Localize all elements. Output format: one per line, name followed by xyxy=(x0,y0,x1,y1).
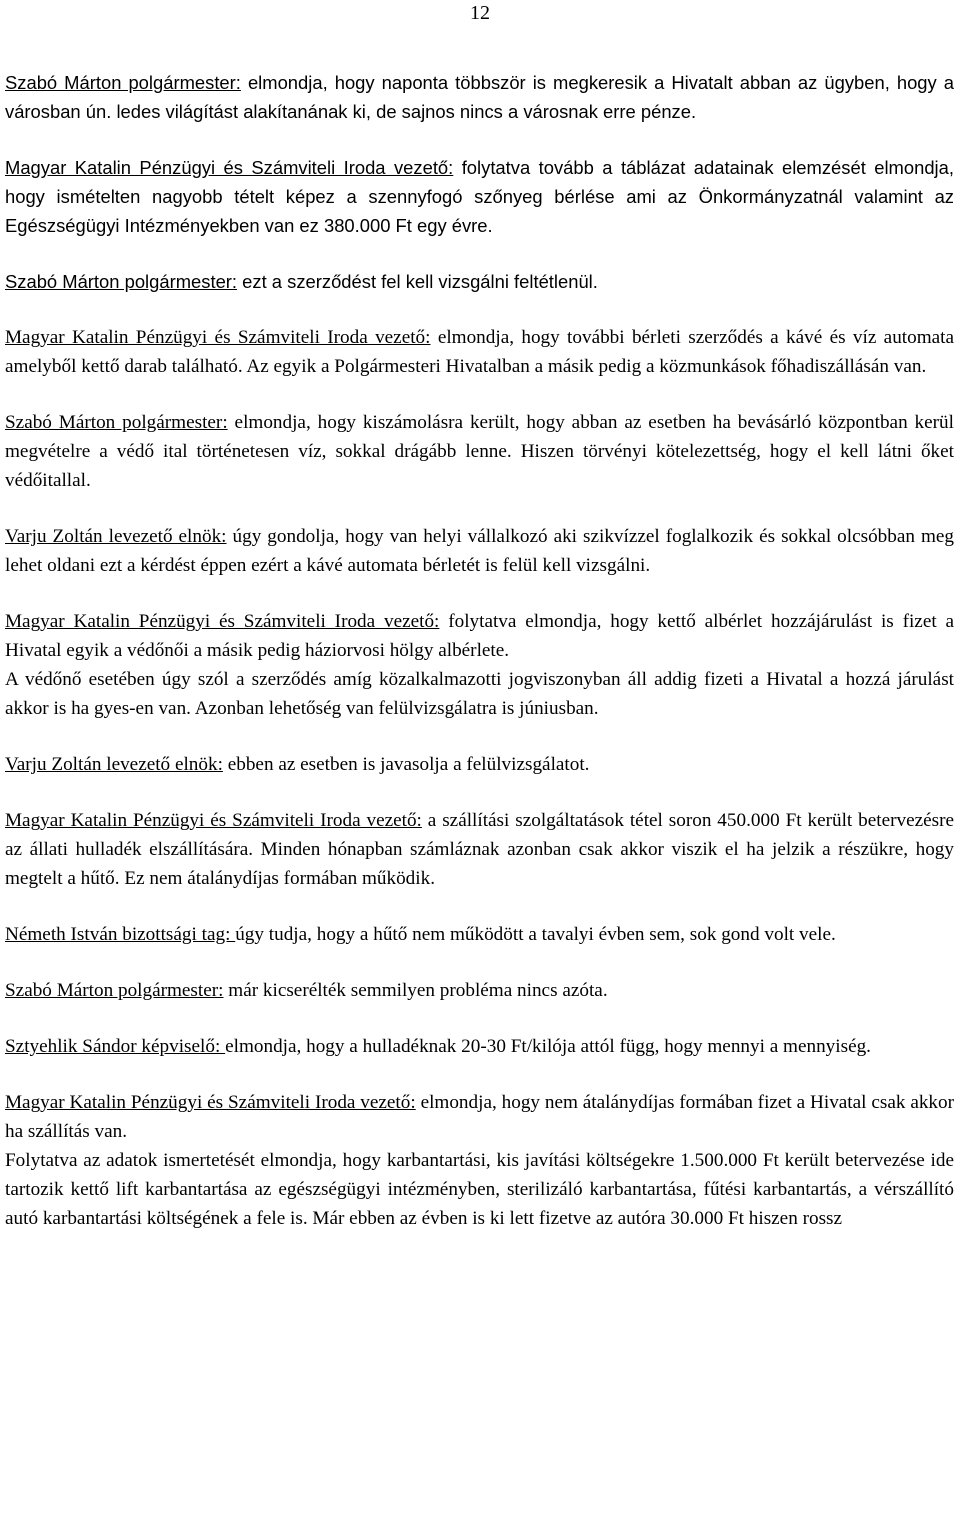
paragraph-text: elmondja, hogy naponta többször is megkeresik a Hivatalt abban az ügyben, hogy a városban ún. ledes világítást alakítanának ki, de sajnos nincs a városnak erre pénze. xyxy=(5,72,954,122)
paragraph-8 xyxy=(5,665,954,723)
speaker-name: Varju Zoltán levezető elnök: xyxy=(5,754,223,775)
paragraph-5 xyxy=(5,408,954,495)
paragraph-text: már kicserélték semmilyen probléma nincs azóta. xyxy=(223,980,608,1001)
paragraph-3 xyxy=(5,267,954,296)
paragraph-7 xyxy=(5,607,954,665)
speaker-name: Magyar Katalin Pénzügyi és Számviteli Iroda vezető: xyxy=(5,810,422,831)
document-body xyxy=(5,68,954,1233)
speaker-name: Szabó Márton polgármester: xyxy=(5,271,238,292)
paragraph-1 xyxy=(5,68,954,126)
speaker-name: Magyar Katalin Pénzügyi és Számviteli Iroda vezető: xyxy=(5,611,440,632)
speaker-name: Szabó Márton polgármester: xyxy=(5,412,228,433)
speaker-name: Szabó Márton polgármester: xyxy=(5,72,241,93)
speaker-name: Németh István bizottsági tag: xyxy=(5,924,236,945)
paragraph-text: folytatva tovább a táblázat adatainak elemzését elmondja, hogy ismételten nagyobb tételt képez a szennyfogó szőnyeg bérlése ami az Önkormányzatnál valamint az Egészségügyi Intézményekben van ez 380.000 Ft egy évre. xyxy=(5,157,954,236)
paragraph-10 xyxy=(5,806,954,893)
paragraph-text: folytatva elmondja, hogy kettő albérlet hozzájárulást is fizet a Hivatal egyik a védőnői a másik pedig háziorvosi hölgy albérlete. xyxy=(5,611,955,661)
paragraph-6 xyxy=(5,522,954,580)
paragraph-11 xyxy=(5,920,954,949)
paragraph-text: Folytatva az adatok ismertetését elmondja, hogy karbantartási, kis javítási költségekre 1.500.000 Ft került betervezése ide tartozik kettő lift karbantartása az egészségügyi intézményben, sterilizáló karbantartása, fűtési karbantartás, a vérszállító autó karbantartási költségének a fele is. Már ebben az évben is ki lett fizetve az autóra 30.000 Ft hiszen rossz xyxy=(5,1150,954,1229)
paragraph-text: A védőnő esetében úgy szól a szerződés amíg közalkalmazotti jogviszonyban áll addig fizeti a Hivatal a hozzá járulást akkor is ha gyes-en van. Azonban lehetőség van felülvizsgálatra is júniusban. xyxy=(5,669,954,719)
paragraph-13 xyxy=(5,1032,954,1061)
paragraph-2 xyxy=(5,153,954,240)
speaker-name: Varju Zoltán levezető elnök: xyxy=(5,526,227,547)
speaker-name: Magyar Katalin Pénzügyi és Számviteli Iroda vezető: xyxy=(5,157,454,178)
paragraph-text: úgy tudja, hogy a hűtő nem működött a tavalyi évben sem, sok gond volt vele. xyxy=(235,924,836,945)
paragraph-text: elmondja, hogy nem átalánydíjas formában fizet a Hivatal csak akkor ha szállítás van. xyxy=(5,1092,955,1142)
paragraph-text: a szállítási szolgáltatások tétel soron 450.000 Ft került betervezésre az állati hulladék elszállítására. Minden hónapban számláznak azonban csak akkor viszik el ha jelzik a részükre, hogy megtelt a hűtő. Ez nem átalánydíjas formában működik. xyxy=(5,810,954,889)
speaker-name: Magyar Katalin Pénzügyi és Számviteli Iroda vezető: xyxy=(5,1092,416,1113)
paragraph-text: ebben az esetben is javasolja a felülvizsgálatot. xyxy=(222,754,590,775)
page-number: 12 xyxy=(470,2,490,24)
paragraph-9 xyxy=(5,750,954,779)
paragraph-14 xyxy=(5,1088,954,1146)
paragraph-12 xyxy=(5,976,954,1005)
speaker-name: Szabó Márton polgármester: xyxy=(5,980,224,1001)
paragraph-4 xyxy=(5,323,954,381)
paragraph-text: elmondja, hogy a hulladéknak 20-30 Ft/kilója attól függ, hogy mennyi a mennyiség. xyxy=(225,1036,871,1057)
speaker-name: Sztyehlik Sándor képviselő: xyxy=(5,1036,226,1057)
paragraph-text: elmondja, hogy további bérleti szerződés a kávé és víz automata amelyből kettő darab található. Az egyik a Polgármesteri Hivatalban a másik pedig a közmunkások főhadiszállásán van. xyxy=(5,327,954,377)
paragraph-text: elmondja, hogy kiszámolásra került, hogy abban az esetben ha bevásárló központban kerül megvételre a védő ital történetesen víz, sokkal drágább lenne. Hiszen törvényi kötelezettség, hogy el kell látni őket védőitallal. xyxy=(5,412,954,491)
speaker-name: Magyar Katalin Pénzügyi és Számviteli Iroda vezető: xyxy=(5,327,431,348)
paragraph-text: ezt a szerződést fel kell vizsgálni feltétlenül. xyxy=(237,271,598,292)
paragraph-text: úgy gondolja, hogy van helyi vállalkozó aki szikvízzel foglalkozik és sokkal olcsóbban meg lehet oldani ezt a kérdést éppen ezért a kávé automata bérletét is felül kell vizsgálni. xyxy=(5,526,954,576)
paragraph-15 xyxy=(5,1146,954,1233)
